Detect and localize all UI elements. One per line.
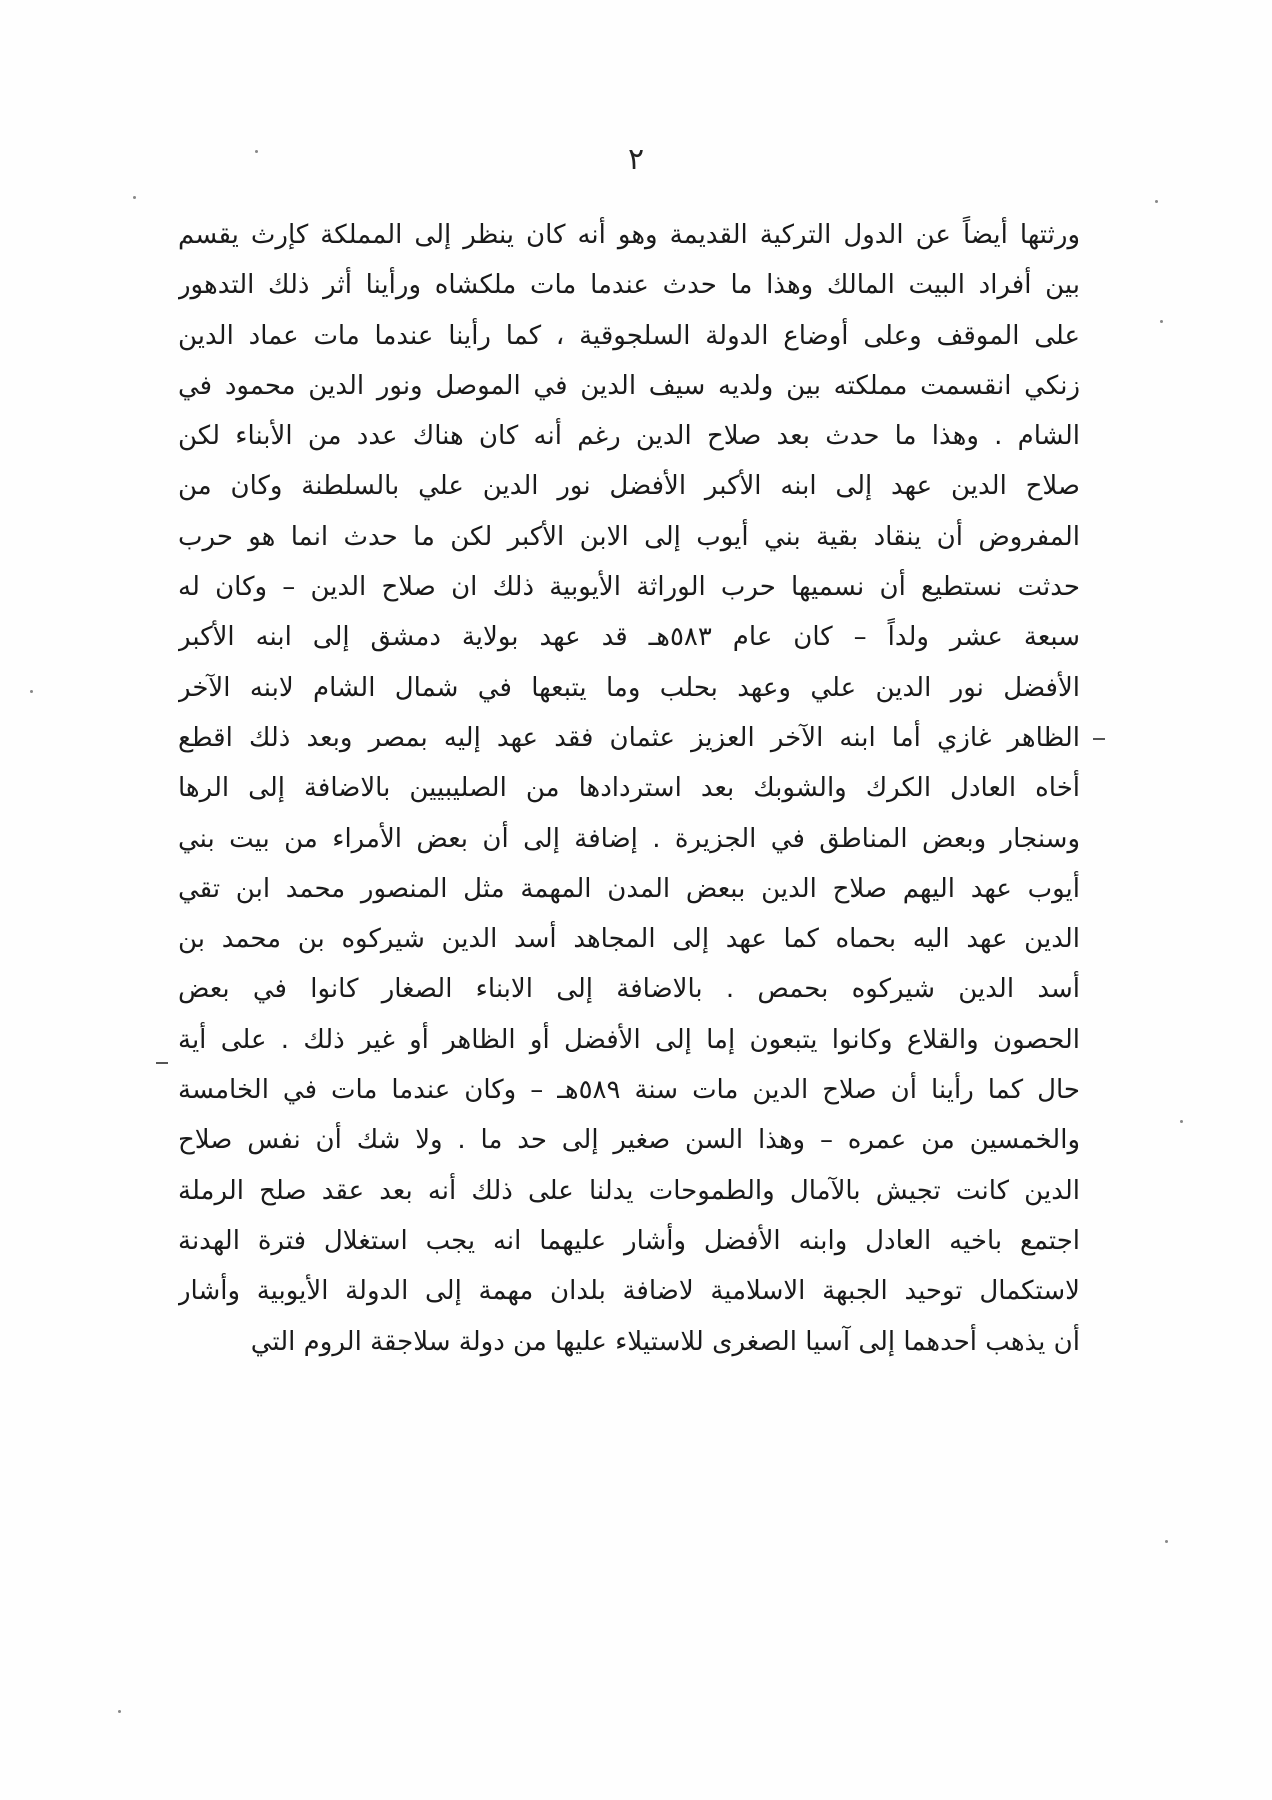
text-line: أيوب عهد اليهم صلاح الدين ببعض المدن المهمة مثل المنصور محمد ابن تقي	[178, 873, 1080, 904]
body-text	[178, 210, 1080, 1367]
scan-speck	[30, 690, 33, 693]
text-line: ورثتها أيضاً عن الدول التركية القديمة وهو أنه كان ينظر إلى المملكة كإرث يقسم	[178, 220, 1080, 250]
text-line: بين أفراد البيت المالك وهذا ما حدث عندما مات ملكشاه ورأينا أثر ذلك التدهور	[178, 270, 1080, 301]
scan-speck	[255, 150, 258, 153]
text-line: صلاح الدين عهد إلى ابنه الأكبر الأفضل نور الدين علي بالسلطنة وكان من	[178, 471, 1080, 502]
text-line: أسد الدين شيركوه بحمص . بالاضافة إلى الابناء الصغار كانوا في بعض	[178, 974, 1080, 1005]
page-number: ٢	[627, 142, 645, 177]
text-line: زنكي انقسمت مملكته بين ولديه سيف الدين في الموصل ونور الدين محمود في	[178, 370, 1080, 401]
text-line: وسنجار وبعض المناطق في الجزيرة . إضافة إلى أن بعض الأمراء من بيت بني	[178, 823, 1080, 854]
text-line: الدين كانت تجيش بالآمال والطموحات يدلنا على ذلك أنه بعد عقد صلح الرملة	[178, 1175, 1080, 1206]
text-line: الأفضل نور الدين علي وعهد بحلب وما يتبعها في شمال الشام لابنه الآخر	[178, 672, 1080, 703]
text-line: على الموقف وعلى أوضاع الدولة السلجوقية ، كما رأينا عندما مات عماد الدين	[178, 320, 1080, 351]
text-line: أخاه العادل الكرك والشوبك بعد استردادها من الصليبيين بالاضافة إلى الرها	[178, 773, 1080, 804]
text-line: الحصون والقلاع وكانوا يتبعون إما إلى الأفضل أو الظاهر أو غير ذلك . على أية	[178, 1024, 1080, 1055]
scan-speck	[1160, 320, 1163, 323]
text-line: الشام . وهذا ما حدث بعد صلاح الدين رغم أنه كان هناك عدد من الأبناء لكن	[178, 421, 1080, 452]
text-line: الظاهر غازي أما ابنه الآخر العزيز عثمان فقد عهد إليه بمصر وبعد ذلك اقطع	[178, 722, 1080, 753]
text-line: اجتمع باخيه العادل وابنه الأفضل وأشار عليهما انه يجب استغلال فترة الهدنة	[178, 1225, 1080, 1256]
text-line: الدين عهد اليه بحماه كما عهد إلى المجاهد أسد الدين شيركوه بن محمد بن	[178, 924, 1080, 955]
text-line: والخمسين من عمره – وهذا السن صغير إلى حد ما . ولا شك أن نفس صلاح	[178, 1125, 1080, 1156]
scan-speck	[1165, 1540, 1168, 1543]
text-line: سبعة عشر ولداً – كان عام ٥٨٣هـ قد عهد بولاية دمشق إلى ابنه الأكبر	[178, 622, 1080, 653]
text-line: أن يذهب أحدهما إلى آسيا الصغرى للاستيلاء عليها من دولة سلاجقة الروم التي	[250, 1326, 1080, 1357]
scan-mark	[156, 1062, 168, 1064]
scan-speck	[133, 196, 136, 199]
text-line: المفروض أن ينقاد بقية بني أيوب إلى الابن الأكبر لكن ما حدث انما هو حرب	[178, 521, 1080, 552]
text-line: حدثت نستطيع أن نسميها حرب الوراثة الأيوبية ذلك ان صلاح الدين – وكان له	[178, 572, 1080, 603]
scan-mark	[1093, 738, 1105, 740]
scan-speck	[118, 1710, 121, 1713]
text-line: حال كما رأينا أن صلاح الدين مات سنة ٥٨٩هـ – وكان عندما مات في الخامسة	[178, 1075, 1080, 1106]
text-line: لاستكمال توحيد الجبهة الاسلامية لاضافة بلدان مهمة إلى الدولة الأيوبية وأشار	[178, 1276, 1080, 1307]
scan-speck	[1155, 200, 1158, 203]
scan-speck	[1180, 1120, 1183, 1123]
